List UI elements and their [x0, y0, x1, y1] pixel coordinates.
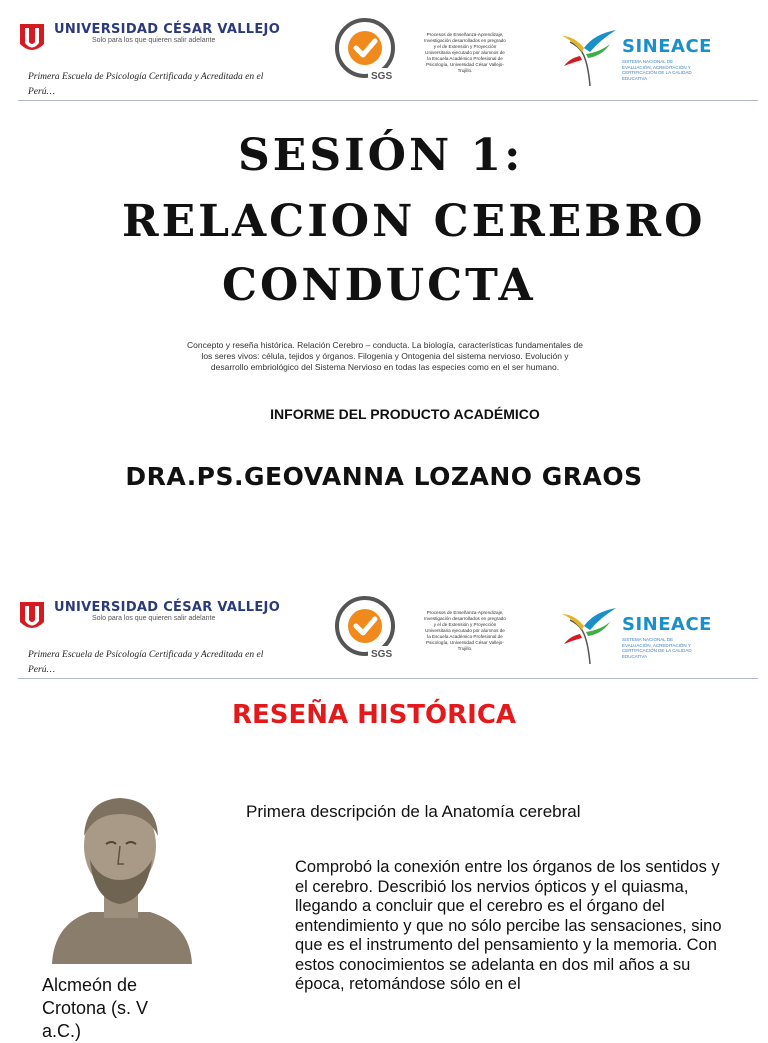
description-body: Comprobó la conexión entre los órganos de los sentidos y el cerebro. Describió los nervios ópticos y el quiasma, llegando a concluir que el cerebro es el órgano del entendimiento y que no sólo percibe las sensaciones, sino que es el instrumento del pensamiento y la memoria. Con estos conocimientos se adelanta en dos mil años a su época, retomándose sólo en el	[295, 858, 722, 993]
university-tagline: Solo para los que quieren salir adelante	[92, 37, 216, 44]
ucv-shield-icon	[18, 22, 46, 56]
slide-header	[0, 0, 768, 100]
section-title: RESEÑA HISTÓRICA	[231, 700, 517, 730]
seal-text: SGS	[371, 649, 393, 660]
sineace-bird-icon	[560, 22, 618, 88]
accreditor-subtitle: SISTEMA NACIONAL DE EVALUACIÓN, ACREDITACIÓN Y CERTIFICACIÓN DE LA CALIDAD EDUCATIVA	[622, 637, 692, 659]
author-name: DRA.PS.GEOVANNA LOZANO GRAOS	[125, 462, 643, 491]
process-note: Procesos de Enseñanza-Aprendizaje, Investigación desarrollados en pregrado y el de Extensión y Proyección Universitaria ejecutado por alumnos de la Escuela Académico Profesional de Psicología, Universidad César Vallejo-Trujillo.	[424, 610, 506, 651]
ucv-shield-icon	[18, 600, 46, 634]
session-summary: Concepto y reseña histórica. Relación Cerebro – conducta. La biología, características fundamentales de los seres vivos: célula, tejidos y órganos. Filogenia y Ontogenia del sistema nervioso. Evolución y desarrollo embriológico del Sistema Nervioso en todas las especies como en el ser humano.	[187, 340, 583, 372]
seal-text: SGS	[371, 71, 393, 82]
certification-seal-icon	[330, 14, 400, 86]
sineace-logo	[622, 614, 712, 659]
sineace-bird-icon	[560, 600, 618, 666]
school-note: Primera Escuela de Psicología Certificada y Acreditada en el Perú…	[28, 72, 264, 97]
caption-line-2: Crotona (s. V	[42, 998, 149, 1018]
accreditor-name: SINEACE	[622, 614, 712, 635]
report-label: INFORME DEL PRODUCTO ACADÉMICO	[270, 406, 540, 422]
process-note: Procesos de Enseñanza-Aprendizaje, Investigación desarrollados en pregrado y el de Extensión y Proyección Universitaria ejecutado por alumnos de la Escuela Académico Profesional de Psicología, Universidad César Vallejo-Trujillo.	[424, 32, 506, 73]
ucv-logo	[18, 600, 280, 634]
sineace-logo	[622, 36, 712, 81]
slide-2	[0, 578, 768, 1041]
certification-seal-icon	[330, 592, 400, 664]
alcmeon-bust-image	[40, 784, 200, 964]
university-name: UNIVERSIDAD CÉSAR VALLEJO	[54, 22, 281, 37]
university-name: UNIVERSIDAD CÉSAR VALLEJO	[54, 600, 281, 615]
slide-header	[0, 578, 768, 678]
university-tagline: Solo para los que quieren salir adelante	[92, 615, 216, 622]
session-title-line-2: RELACION CEREBRO	[122, 196, 706, 247]
description-heading: Primera descripción de la Anatomía cerebral	[246, 802, 581, 821]
ucv-logo	[18, 22, 280, 56]
header-divider	[18, 100, 758, 101]
session-title-line-3: CONDUCTA	[222, 260, 536, 311]
accreditor-name: SINEACE	[622, 36, 712, 57]
caption-line-3: a.C.)	[42, 1021, 82, 1041]
bust-caption	[42, 974, 212, 1043]
header-divider	[18, 678, 758, 679]
caption-line-1: Alcmeón de	[42, 975, 138, 995]
school-note: Primera Escuela de Psicología Certificada y Acreditada en el Perú…	[28, 650, 264, 675]
session-title-line-1: SESIÓN 1:	[238, 130, 524, 181]
accreditor-subtitle: SISTEMA NACIONAL DE EVALUACIÓN, ACREDITACIÓN Y CERTIFICACIÓN DE LA CALIDAD EDUCATIVA	[622, 59, 692, 81]
